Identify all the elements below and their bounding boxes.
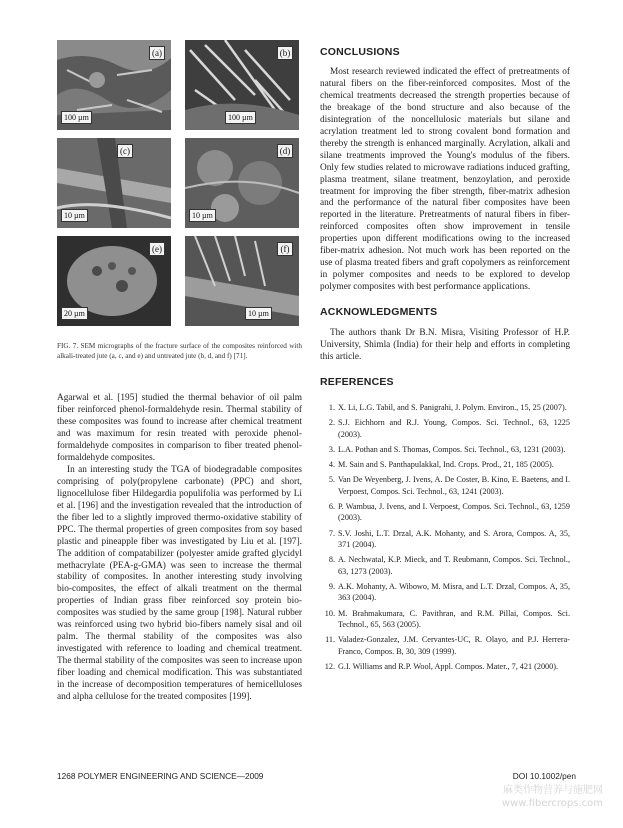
sem-panel-f [185, 236, 299, 326]
section-heading: CONCLUSIONS [320, 46, 400, 58]
reference-list [320, 402, 570, 673]
reference-item: 4. M. Sain and S. Panthapulakkal, Ind. Crops. Prod., 21, 185 (2005). [328, 460, 554, 470]
paragraph: The authors thank Dr B.N. Misra, Visiting Professor of H.P. University, Shimla (India) for their help and efforts in completing this article. [320, 328, 570, 363]
references-section [320, 376, 570, 673]
panel-label-f: (f) [277, 242, 293, 256]
sem-panel-e [57, 236, 171, 326]
scale-bar-d: 10 µm [189, 209, 216, 222]
figure-7 [57, 40, 302, 330]
paragraph: Agarwal et al. [195] studied the thermal behavior of oil palm fiber reinforced phenol-formaldehyde resin. Thermal stability of these composites was found to increase after chemical treatment and was maximum for resin treated with peroxide phenol-formaldehyde composites in comparison to fiber treated phenol-formaldehyde composites. [57, 393, 302, 463]
reference-item: 1. X. Li, L.G. Tabil, and S. Panigrahi, J. Polym. Environ., 15, 25 (2007). [328, 402, 567, 412]
scale-bar-b: 100 µm [225, 111, 256, 124]
reference-item: 12. G.I. Williams and R.P. Wool, Appl. Compos. Mater., 7, 421 (2000). [324, 662, 558, 672]
panel-label-a: (a) [149, 46, 165, 60]
panel-label-e: (e) [149, 242, 165, 256]
reference-item: 6. P. Wambua, J. Ivens, and I. Verpoest, Compos. Sci. Technol., 63, 1259 (2003). [328, 501, 570, 523]
sem-panel-a [57, 40, 171, 130]
sem-panel-b [185, 40, 299, 130]
reference-item: 8. A. Nechwatal, K.P. Mieck, and T. Reubmann, Compos. Sci. Technol., 63, 1273 (2003). [328, 555, 570, 576]
watermark: 麻类作物营养与施肥网 www.fibercrops.com [501, 785, 603, 809]
left-column [57, 40, 302, 704]
panel-label-b: (b) [277, 46, 293, 60]
paragraph: Most research reviewed indicated the effect of pretreatments of natural fibers on the fiber-reinforced composites. Most of the chemical treatments decreased the strength properties because of the breakage of the bond structure and also because of the disintegration of the noncellulosic materials but silane and acrylation treatment led to strong covalent bond formation and thereby the strength is enhanced marginally. Acrylation, alkali and silane treatments improved the Young's modulus of the fibers. Only few studies related to microwave radiations induced grafting, plasma treatment, silane treatment, benzoylation, and peroxide treatment for improving the fiber strength, fiber-matrix adhesion and the performance of the natural fiber composites have been reported in the literature. Pretreatments of natural fibers in fiber-reinforced composites often show improvement in tensile properties upon different modifications owing to the increased fiber-matrix adhesion. Not much work has been reported on the use of plasma treated fibers and graft copolymers as reinforcement in polymer composites and needs to be explored to develop polymer composites with best performance applications. [320, 67, 570, 293]
sem-panel-c [57, 138, 171, 228]
reference-item: 9. A.K. Mohanty, A. Wibowo, M. Misra, and L.T. Drzal, Compos. A, 35, 363 (2004). [328, 581, 570, 603]
acknowledgments-section [320, 306, 570, 364]
left-body-text [57, 393, 302, 704]
reference-item: 10. M. Brahmakumara, C. Pavithran, and R.M. Pillai, Compos. Sci. Technol., 65, 563 (2005). [324, 608, 570, 630]
section-heading: REFERENCES [320, 375, 394, 388]
paragraph: In an interesting study the TGA of biodegradable composites comprising of poly(propylene carbonate) (PPC) and short, lignocellulose fiber Hildegardia populifolia was performed by Li et al. [196] and the investigation revealed that the introduction of the fiber led to a slightly improved thermo-oxidative stability of PPC. The thermal properties of green composites from soy based plastic and pineapple fiber was investigated by Liu et al. [197]. The addition of compatabilizer (polyester amide grafted glycidyl methacrylate (PEA-g-GMA) was seen to increase the thermal stability of composites. In another interesting study involving bio-composites, the effect of alkali treatment on the thermal properties of Indian grass fiber reinforced soy protein bio-composites was studied by the same group [198]. Natural rubber was reinforced using two hybrid bio-fibers namely sisal and oil palm. The thermal stability of the composites was also investigated with reference to loading and chemical treatment. The thermal stability of the composites was seen to increase upon fiber loading and chemical modification. This was substantiated in the increase of decomposition temperatures of hemicelluloses and alpha cellulose for the treated composites [199]. [57, 464, 302, 703]
section-heading: ACKNOWLEDGMENTS [320, 306, 438, 319]
page-footer-doi: DOI 10.1002/pen [512, 771, 576, 781]
conclusions-section [320, 46, 570, 294]
reference-item: 11. Valadez-Gonzalez, J.M. Cervantes-UC, R. Olayo, and P.J. Herrera-Franco, Compos. B, 30, 309 (1999). [325, 635, 570, 656]
panel-label-c: (c) [117, 144, 133, 158]
figure-caption: FIG. 7. SEM micrographs of the fracture surface of the composites reinforced with alkali-treated jute (a, c, and e) and untreated jute (b, d, and f) [71]. [57, 342, 302, 360]
scale-bar-e: 20 µm [61, 307, 88, 320]
right-column [320, 46, 570, 676]
scale-bar-f: 10 µm [245, 307, 272, 320]
reference-item: 2. S.J. Eichhorn and R.J. Young, Compos. Sci. Technol., 63, 1225 (2003). [328, 418, 570, 439]
scale-bar-c: 10 µm [61, 209, 88, 222]
reference-item: 5. Van De Weyenberg, J. Ivens, A. De Coster, B. Kino, E. Baetens, and I. Verpoest, Compos. Sci. Technol., 63, 1241 (2003). [328, 475, 570, 496]
reference-item: 3. L.A. Pothan and S. Thomas, Compos. Sci. Technol., 63, 1231 (2003). [328, 444, 566, 454]
reference-item: 7. S.V. Joshi, L.T. Drzal, A.K. Mohanty, and S. Arora, Compos. A, 35, 371 (2004). [328, 528, 570, 550]
page-footer-journal: 1268 POLYMER ENGINEERING AND SCIENCE—2009 [57, 771, 264, 781]
sem-panel-d [185, 138, 299, 228]
panel-label-d: (d) [277, 144, 293, 158]
scale-bar-a: 100 µm [61, 111, 92, 124]
